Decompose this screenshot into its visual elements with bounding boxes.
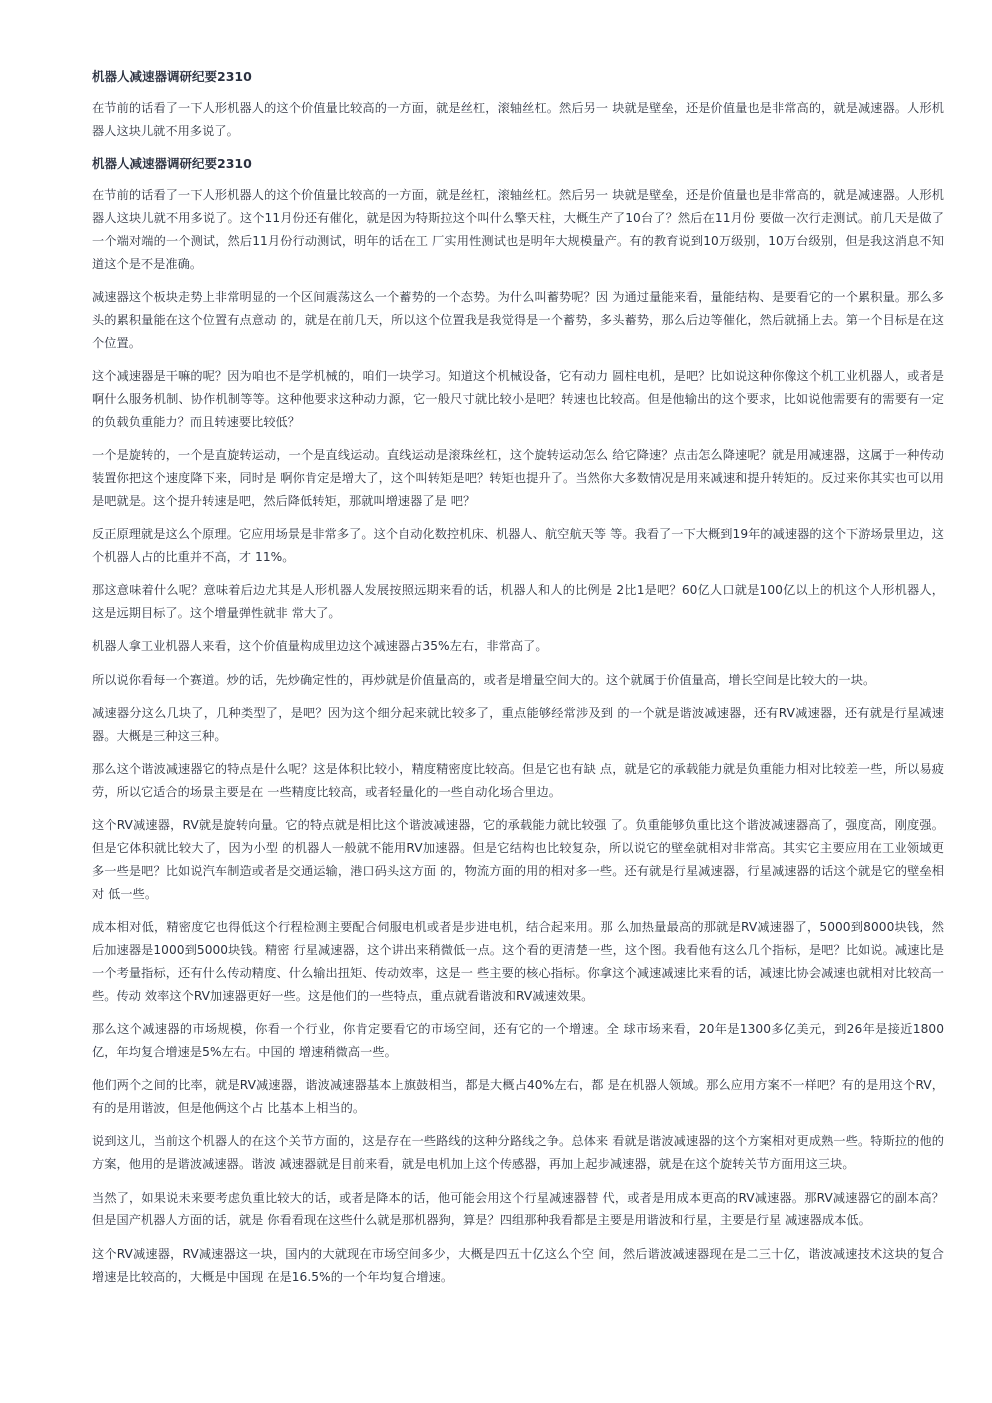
paragraph: 那这意味着什么呢？意味着后边尤其是人形机器人发展按照远期来看的话，机器人和人的比例是 2比1是吧？60亿人口就是100亿以上的机这个人形机器人，这是远期目标了。这个增量弹性就非 常大了。 — [92, 583, 944, 620]
paragraph: 他们两个之间的比率，就是RV减速器，谐波减速器基本上旗鼓相当，都是大概占40%左右，都 是在机器人领域。那么应用方案不一样吧？有的是用这个RV，有的是用谐波，但是他俩这个占 比基本上相当的。 — [92, 1078, 944, 1115]
paragraph: 这个RV减速器，RV减速器这一块，国内的大就现在市场空间多少，大概是四五十亿这么个空 间，然后谐波减速器现在是二三十亿，谐波减速技术这块的复合增速是比较高的，大概是中国现 在是16.5%的一个年均复合增速。 — [92, 1246, 944, 1284]
paragraph: 所以说你看每一个赛道。炒的话，先炒确定性的，再炒就是价值量高的，或者是增量空间大的。这个就属于价值量高，增长空间是比较大的一块。 — [92, 672, 876, 687]
doc-title: 机器人减速器调研纪要2310 — [92, 69, 252, 84]
paragraph: 那么这个谐波减速器它的特点是什么呢？这是体积比较小，精度精密度比较高。但是它也有缺 点，就是它的承载能力就是负重能力相对比较差一些，所以易疲劳，所以它适合的场景主要是在 一些精度比较高，或者轻量化的一些自动化场合里边。 — [92, 762, 944, 800]
paragraph: 在节前的话看了一下人形机器人的这个价值量比较高的一方面，就是丝杠，滚轴丝杠。然后另一 块就是壁垒，还是价值量也是非常高的，就是减速器。人形机器人这块儿就不用多说了。这个11月份还有催化，就是因为特斯拉这个叫什么擎天柱，大概生产了10台了？然后在11月份 要做一次行走测试。前几天是做了一个端对端的一个测试，然后11月份行动测试，明年的话在工 厂实用性测试也是明年大规模量产。有的教育说到10万级别，10万台级别，但是我这消息不知 道这个是不是准确。 — [92, 188, 944, 271]
paragraph: 成本相对低，精密度它也得低这个行程检测主要配合伺服电机或者是步进电机，结合起来用。那 么加热量最高的那就是RV减速器了，5000到8000块钱，然后加速器是1000到5000块钱。精密 行星减速器，这个讲出来稍微低一点。这个看的更清楚一些，这个图。我看他有这么几个指标，是吧？比如说。减速比是一个考量指标，还有什么传动精度、什么输出扭矩、传动效率，这是一 些主要的核心指标。你拿这个减速减速比来看的话，减速比协会减速也就相对比较高一些。传动 效率这个RV加速器更好一些。这是他们的一些特点，重点就看谐波和RV减速效果。 — [92, 920, 944, 1003]
paragraph: 当然了，如果说未来要考虑负重比较大的话，或者是降本的话，他可能会用这个行星减速器替 代，或者是用成本更高的RV减速器。那RV减速器它的副本高？但是国产机器人方面的话，就是 你看看现在这些什么就是那机器狗，算是？四组那种我看都是主要是用谐波和行星，主要是行星 减速器成本低。 — [92, 1190, 944, 1228]
doc-title-repeat: 机器人减速器调研纪要2310 — [92, 156, 252, 172]
paragraph: 这个RV减速器，RV就是旋转向量。它的特点就是相比这个谐波减速器，它的承载能力就比较强 了。负重能够负重比这个谐波减速器高了，强度高，刚度强。但是它体积就比较大了，因为小型 的机器人一般就不能用RV加速器。但是它结构也比较复杂，所以说它的壁垒就相对非常高。其实它主要应用在工业领域更多一些是吧？比如说汽车制造或者是交通运输，港口码头这方面 的，物流方面的用的相对多一些。还有就是行星减速器，行星减速器的话这个就是它的壁垒相对 低一些。 — [92, 818, 944, 901]
paragraph: 这个减速器是干嘛的呢？因为咱也不是学机械的，咱们一块学习。知道这个机械设备，它有动力 圆柱电机，是吧？比如说这种你像这个机工业机器人，或者是啊什么服务机制、协作机制等等。这种他要求这种动力源，它一般尺寸就比较小是吧？转速也比较高。但是他输出的这个要求，比如说他需要有的需要有一定的负载负重能力？而且转速要比较低？ — [92, 368, 944, 429]
paragraph: 反正原理就是这么个原理。它应用场景是非常多了。这个自动化数控机床、机器人、航空航天等 等。我看了一下大概到19年的减速器的这个下游场景里边，这个机器人占的比重并不高，才 11%。 — [92, 526, 944, 564]
paragraph: 那么这个减速器的市场规模，你看一个行业，你肯定要看它的市场空间，还有它的一个增速。全 球市场来看，20年是1300多亿美元，到26年是接近1800亿，年均复合增速是5%左右。中国的 增速稍微高一些。 — [92, 1022, 944, 1059]
paragraph: 一个是旋转的，一个是直旋转运动，一个是直线运动。直线运动是滚珠丝杠，这个旋转运动怎么 给它降速？点击怎么降速呢？就是用减速器，这属于一种传动装置你把这个速度降下来，同时是 啊你肯定是增大了，这个叫转矩是吧？转矩也提升了。当然你大多数情况是用来减速和提升转矩的。反过来你其实也可以用是吧就是。这个提升转速是吧，然后降低转矩，那就叫增速器了是 吧？ — [92, 447, 944, 508]
paragraph: 减速器这个板块走势上非常明显的一个区间震荡这么一个蓄势的一个态势。为什么叫蓄势呢？因 为通过量能来看，量能结构、是要看它的一个累积量。那么多头的累积量能在这个位置有点意动 的，就是在前几天，所以这个位置我是我觉得是一个蓄势，多头蓄势，那么后边等催化，然后就捅上去。第一个目标是在这个位置。 — [92, 289, 944, 350]
document-page — [92, 66, 944, 1299]
paragraph: 机器人拿工业机器人来看，这个价值量构成里边这个减速器占35%左右，非常高了。 — [92, 639, 548, 654]
intro-paragraph: 在节前的话看了一下人形机器人的这个价值量比较高的一方面，就是丝杠，滚轴丝杠。然后另一 块就是壁垒，还是价值量也是非常高的，就是减速器。人形机器人这块儿就不用多说了。 — [92, 101, 944, 138]
paragraph: 说到这儿，当前这个机器人的在这个关节方面的，这是存在一些路线的这种分路线之争。总体来 看就是谐波减速器的这个方案相对更成熟一些。特斯拉的他的方案，他用的是谐波减速器。谐波 减速器就是目前来看，就是电机加上这个传感器，再加上起步减速器，就是在这个旋转关节方面用这三块。 — [92, 1134, 944, 1172]
paragraph: 减速器分这么几块了，几种类型了，是吧？因为这个细分起来就比较多了，重点能够经常涉及到 的一个就是谐波减速器，还有RV减速器，还有就是行星减速器。大概是三种这三种。 — [92, 706, 944, 743]
